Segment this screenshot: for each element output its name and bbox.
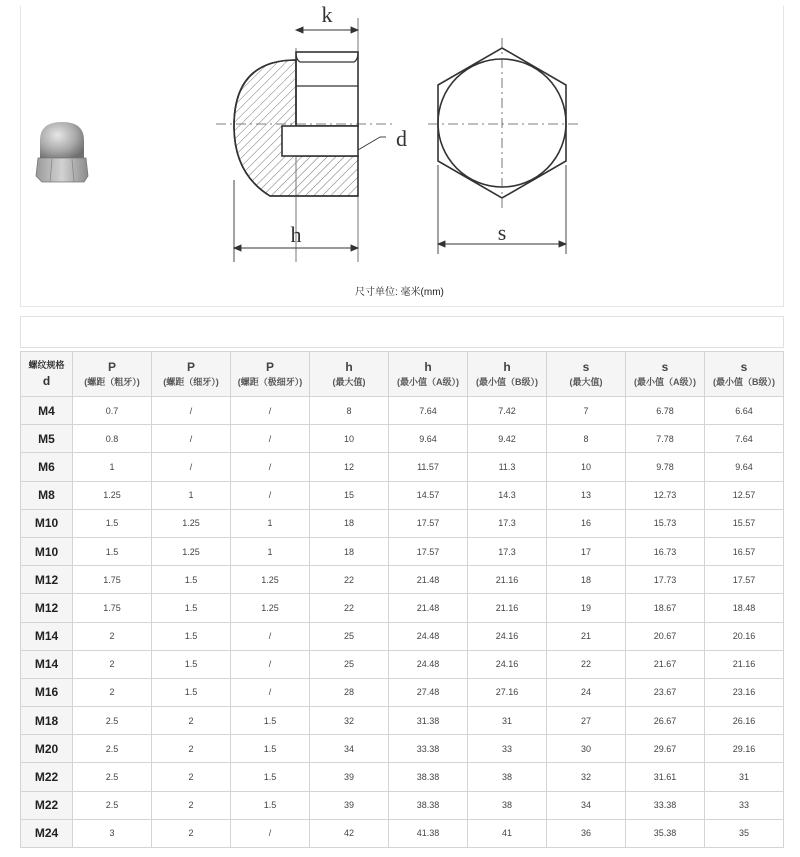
header-symbol: P xyxy=(107,360,116,374)
header-label: (最大值) xyxy=(332,377,366,387)
header-cell xyxy=(310,352,389,397)
value-cell: 26.67 xyxy=(626,707,705,735)
value-cell: 20.16 xyxy=(705,622,784,650)
header-symbol: h xyxy=(503,360,511,374)
value-cell: 18 xyxy=(547,566,626,594)
header-symbol: s xyxy=(740,360,748,374)
value-cell: 15.73 xyxy=(626,509,705,537)
value-cell: 34 xyxy=(547,791,626,819)
header-cell xyxy=(468,352,547,397)
header-cell xyxy=(389,352,468,397)
value-cell: / xyxy=(152,453,231,481)
header-cell xyxy=(705,352,784,397)
header-symbol: d xyxy=(42,374,51,388)
value-cell: 26.16 xyxy=(705,707,784,735)
value-cell: 18.67 xyxy=(626,594,705,622)
value-cell: 35.38 xyxy=(626,819,705,847)
value-cell: / xyxy=(231,481,310,509)
value-cell: 2.5 xyxy=(73,735,152,763)
thread-size-cell: M18 xyxy=(21,707,73,735)
value-cell: 35 xyxy=(705,819,784,847)
value-cell: 31.38 xyxy=(389,707,468,735)
value-cell: / xyxy=(231,397,310,425)
dim-h-label: h xyxy=(290,222,302,247)
value-cell: / xyxy=(231,425,310,453)
value-cell: 17 xyxy=(547,537,626,565)
value-cell: 21.16 xyxy=(468,594,547,622)
thread-size-cell: M12 xyxy=(21,566,73,594)
value-cell: 19 xyxy=(547,594,626,622)
value-cell: 1.5 xyxy=(152,622,231,650)
value-cell: 16 xyxy=(547,509,626,537)
value-cell: 7 xyxy=(547,397,626,425)
value-cell: 24 xyxy=(547,678,626,706)
value-cell: 1.25 xyxy=(73,481,152,509)
value-cell: 6.64 xyxy=(705,397,784,425)
table-row xyxy=(21,791,784,819)
value-cell: 14.3 xyxy=(468,481,547,509)
value-cell: 12.57 xyxy=(705,481,784,509)
value-cell: 18.48 xyxy=(705,594,784,622)
value-cell: 36 xyxy=(547,819,626,847)
header-cell xyxy=(152,352,231,397)
value-cell: 12.73 xyxy=(626,481,705,509)
value-cell: 34 xyxy=(310,735,389,763)
value-cell: 17.73 xyxy=(626,566,705,594)
value-cell: 11.57 xyxy=(389,453,468,481)
value-cell: 22 xyxy=(310,566,389,594)
header-label: (螺距（细牙）) xyxy=(163,377,219,387)
value-cell: 1 xyxy=(152,481,231,509)
value-cell: / xyxy=(152,397,231,425)
value-cell: 39 xyxy=(310,763,389,791)
thread-size-cell: M20 xyxy=(21,735,73,763)
value-cell: 17.3 xyxy=(468,537,547,565)
value-cell: 25 xyxy=(310,650,389,678)
value-cell: 2 xyxy=(73,622,152,650)
value-cell: 27.16 xyxy=(468,678,547,706)
value-cell: 1.25 xyxy=(231,566,310,594)
thread-size-cell: M4 xyxy=(21,397,73,425)
value-cell: 31.61 xyxy=(626,763,705,791)
value-cell: 1.5 xyxy=(231,791,310,819)
value-cell: 9.64 xyxy=(389,425,468,453)
header-label: (螺距（极细牙）) xyxy=(237,377,303,387)
value-cell: 23.16 xyxy=(705,678,784,706)
table-row xyxy=(21,397,784,425)
thread-size-cell: M22 xyxy=(21,763,73,791)
value-cell: 25 xyxy=(310,622,389,650)
value-cell: 17.57 xyxy=(389,509,468,537)
value-cell: 2 xyxy=(152,763,231,791)
value-cell: 2.5 xyxy=(73,707,152,735)
value-cell: 17.3 xyxy=(468,509,547,537)
value-cell: 2 xyxy=(152,819,231,847)
table-row xyxy=(21,537,784,565)
value-cell: 30 xyxy=(547,735,626,763)
value-cell: 32 xyxy=(310,707,389,735)
value-cell: 21 xyxy=(547,622,626,650)
thread-size-cell: M14 xyxy=(21,650,73,678)
value-cell: 15 xyxy=(310,481,389,509)
value-cell: 2 xyxy=(152,707,231,735)
thread-size-cell: M12 xyxy=(21,594,73,622)
value-cell: 2 xyxy=(73,650,152,678)
value-cell: 1.25 xyxy=(152,509,231,537)
table-header-row xyxy=(21,352,784,397)
dim-s-label: s xyxy=(497,220,507,245)
value-cell: 1.25 xyxy=(152,537,231,565)
value-cell: 21.16 xyxy=(705,650,784,678)
value-cell: 29.67 xyxy=(626,735,705,763)
value-cell: 31 xyxy=(468,707,547,735)
table-row xyxy=(21,481,784,509)
value-cell: 1.5 xyxy=(152,650,231,678)
table-row xyxy=(21,707,784,735)
cap-nut-photo xyxy=(36,122,88,182)
value-cell: 2 xyxy=(152,791,231,819)
value-cell: 7.64 xyxy=(705,425,784,453)
value-cell: 38.38 xyxy=(389,763,468,791)
value-cell: 24.48 xyxy=(389,650,468,678)
table-row xyxy=(21,566,784,594)
table-body xyxy=(21,397,784,848)
table-row xyxy=(21,678,784,706)
spec-table xyxy=(20,351,784,848)
thread-size-cell: M6 xyxy=(21,453,73,481)
value-cell: 24.48 xyxy=(389,622,468,650)
front-view xyxy=(428,38,578,208)
value-cell: 1.25 xyxy=(231,594,310,622)
thread-size-cell: M10 xyxy=(21,509,73,537)
value-cell: 1.5 xyxy=(231,735,310,763)
value-cell: 41 xyxy=(468,819,547,847)
value-cell: 33 xyxy=(468,735,547,763)
value-cell: 38 xyxy=(468,763,547,791)
value-cell: 42 xyxy=(310,819,389,847)
header-thread-size xyxy=(21,352,73,397)
value-cell: 28 xyxy=(310,678,389,706)
value-cell: 0.8 xyxy=(73,425,152,453)
table-row xyxy=(21,650,784,678)
value-cell: 1.5 xyxy=(73,537,152,565)
header-label: (最大值) xyxy=(569,377,603,387)
table-row xyxy=(21,425,784,453)
thread-size-cell: M10 xyxy=(21,537,73,565)
table-row xyxy=(21,453,784,481)
value-cell: 1.75 xyxy=(73,594,152,622)
header-label: (最小值（A级）) xyxy=(634,377,696,387)
d-leader xyxy=(358,137,386,150)
value-cell: 10 xyxy=(547,453,626,481)
value-cell: 15.57 xyxy=(705,509,784,537)
header-symbol: s xyxy=(661,360,669,374)
k-dimension xyxy=(296,27,358,33)
thread-size-cell: M22 xyxy=(21,791,73,819)
value-cell: / xyxy=(231,650,310,678)
side-view xyxy=(216,18,392,262)
value-cell: 6.78 xyxy=(626,397,705,425)
value-cell: 27 xyxy=(547,707,626,735)
value-cell: 38.38 xyxy=(389,791,468,819)
value-cell: 17.57 xyxy=(389,537,468,565)
value-cell: / xyxy=(231,453,310,481)
table-row xyxy=(21,819,784,847)
value-cell: 21.48 xyxy=(389,566,468,594)
value-cell: 33 xyxy=(705,791,784,819)
header-cell xyxy=(547,352,626,397)
value-cell: 33.38 xyxy=(626,791,705,819)
header-symbol: h xyxy=(345,360,353,374)
value-cell: 17.57 xyxy=(705,566,784,594)
value-cell: 1 xyxy=(231,509,310,537)
value-cell: 21.67 xyxy=(626,650,705,678)
table-row xyxy=(21,594,784,622)
cap-nut-drawing xyxy=(0,0,800,310)
header-symbol: P xyxy=(265,360,274,374)
value-cell: 9.42 xyxy=(468,425,547,453)
divider-box xyxy=(20,316,784,348)
value-cell: 41.38 xyxy=(389,819,468,847)
value-cell: 8 xyxy=(310,397,389,425)
value-cell: 1 xyxy=(231,537,310,565)
header-symbol: P xyxy=(186,360,195,374)
value-cell: 20.67 xyxy=(626,622,705,650)
value-cell: 18 xyxy=(310,537,389,565)
header-symbol: h xyxy=(424,360,432,374)
dim-d-label: d xyxy=(396,126,407,151)
value-cell: 23.67 xyxy=(626,678,705,706)
value-cell: 7.64 xyxy=(389,397,468,425)
value-cell: 1.5 xyxy=(73,509,152,537)
value-cell: 2.5 xyxy=(73,791,152,819)
value-cell: 1 xyxy=(73,453,152,481)
value-cell: / xyxy=(152,425,231,453)
value-cell: / xyxy=(231,819,310,847)
value-cell: 21.48 xyxy=(389,594,468,622)
table-row xyxy=(21,763,784,791)
value-cell: 7.42 xyxy=(468,397,547,425)
header-label: (最小值（A级）) xyxy=(397,377,459,387)
value-cell: 18 xyxy=(310,509,389,537)
table-row xyxy=(21,622,784,650)
value-cell: 21.16 xyxy=(468,566,547,594)
value-cell: 27.48 xyxy=(389,678,468,706)
header-cell xyxy=(73,352,152,397)
thread-size-cell: M16 xyxy=(21,678,73,706)
value-cell: 1.75 xyxy=(73,566,152,594)
value-cell: 1.5 xyxy=(231,763,310,791)
value-cell: 39 xyxy=(310,791,389,819)
thread-size-cell: M5 xyxy=(21,425,73,453)
value-cell: 16.57 xyxy=(705,537,784,565)
value-cell: 3 xyxy=(73,819,152,847)
value-cell: 22 xyxy=(547,650,626,678)
dim-k-label: k xyxy=(321,2,333,27)
value-cell: / xyxy=(231,678,310,706)
unit-caption: 尺寸单位: 毫米(mm) xyxy=(355,287,444,298)
value-cell: 11.3 xyxy=(468,453,547,481)
value-cell: 31 xyxy=(705,763,784,791)
thread-size-cell: M24 xyxy=(21,819,73,847)
value-cell: 1.5 xyxy=(152,566,231,594)
thread-size-cell: M8 xyxy=(21,481,73,509)
header-label: (最小值（B级）) xyxy=(476,377,538,387)
value-cell: 38 xyxy=(468,791,547,819)
header-cell xyxy=(626,352,705,397)
value-cell: 2 xyxy=(73,678,152,706)
value-cell: 24.16 xyxy=(468,622,547,650)
value-cell: 16.73 xyxy=(626,537,705,565)
table-row xyxy=(21,509,784,537)
value-cell: 10 xyxy=(310,425,389,453)
value-cell: 9.64 xyxy=(705,453,784,481)
value-cell: 24.16 xyxy=(468,650,547,678)
value-cell: 2.5 xyxy=(73,763,152,791)
value-cell: 22 xyxy=(310,594,389,622)
value-cell: 9.78 xyxy=(626,453,705,481)
header-cell xyxy=(231,352,310,397)
value-cell: 0.7 xyxy=(73,397,152,425)
value-cell: 2 xyxy=(152,735,231,763)
header-label: 螺纹规格 xyxy=(28,360,65,370)
value-cell: 1.5 xyxy=(231,707,310,735)
value-cell: 8 xyxy=(547,425,626,453)
header-symbol: s xyxy=(582,360,590,374)
header-label: (螺距（粗牙）) xyxy=(84,377,140,387)
value-cell: 32 xyxy=(547,763,626,791)
value-cell: / xyxy=(231,622,310,650)
header-label: (最小值（B级）) xyxy=(713,377,775,387)
value-cell: 33.38 xyxy=(389,735,468,763)
value-cell: 13 xyxy=(547,481,626,509)
value-cell: 12 xyxy=(310,453,389,481)
value-cell: 29.16 xyxy=(705,735,784,763)
value-cell: 7.78 xyxy=(626,425,705,453)
thread-size-cell: M14 xyxy=(21,622,73,650)
value-cell: 1.5 xyxy=(152,678,231,706)
table-row xyxy=(21,735,784,763)
value-cell: 14.57 xyxy=(389,481,468,509)
value-cell: 1.5 xyxy=(152,594,231,622)
